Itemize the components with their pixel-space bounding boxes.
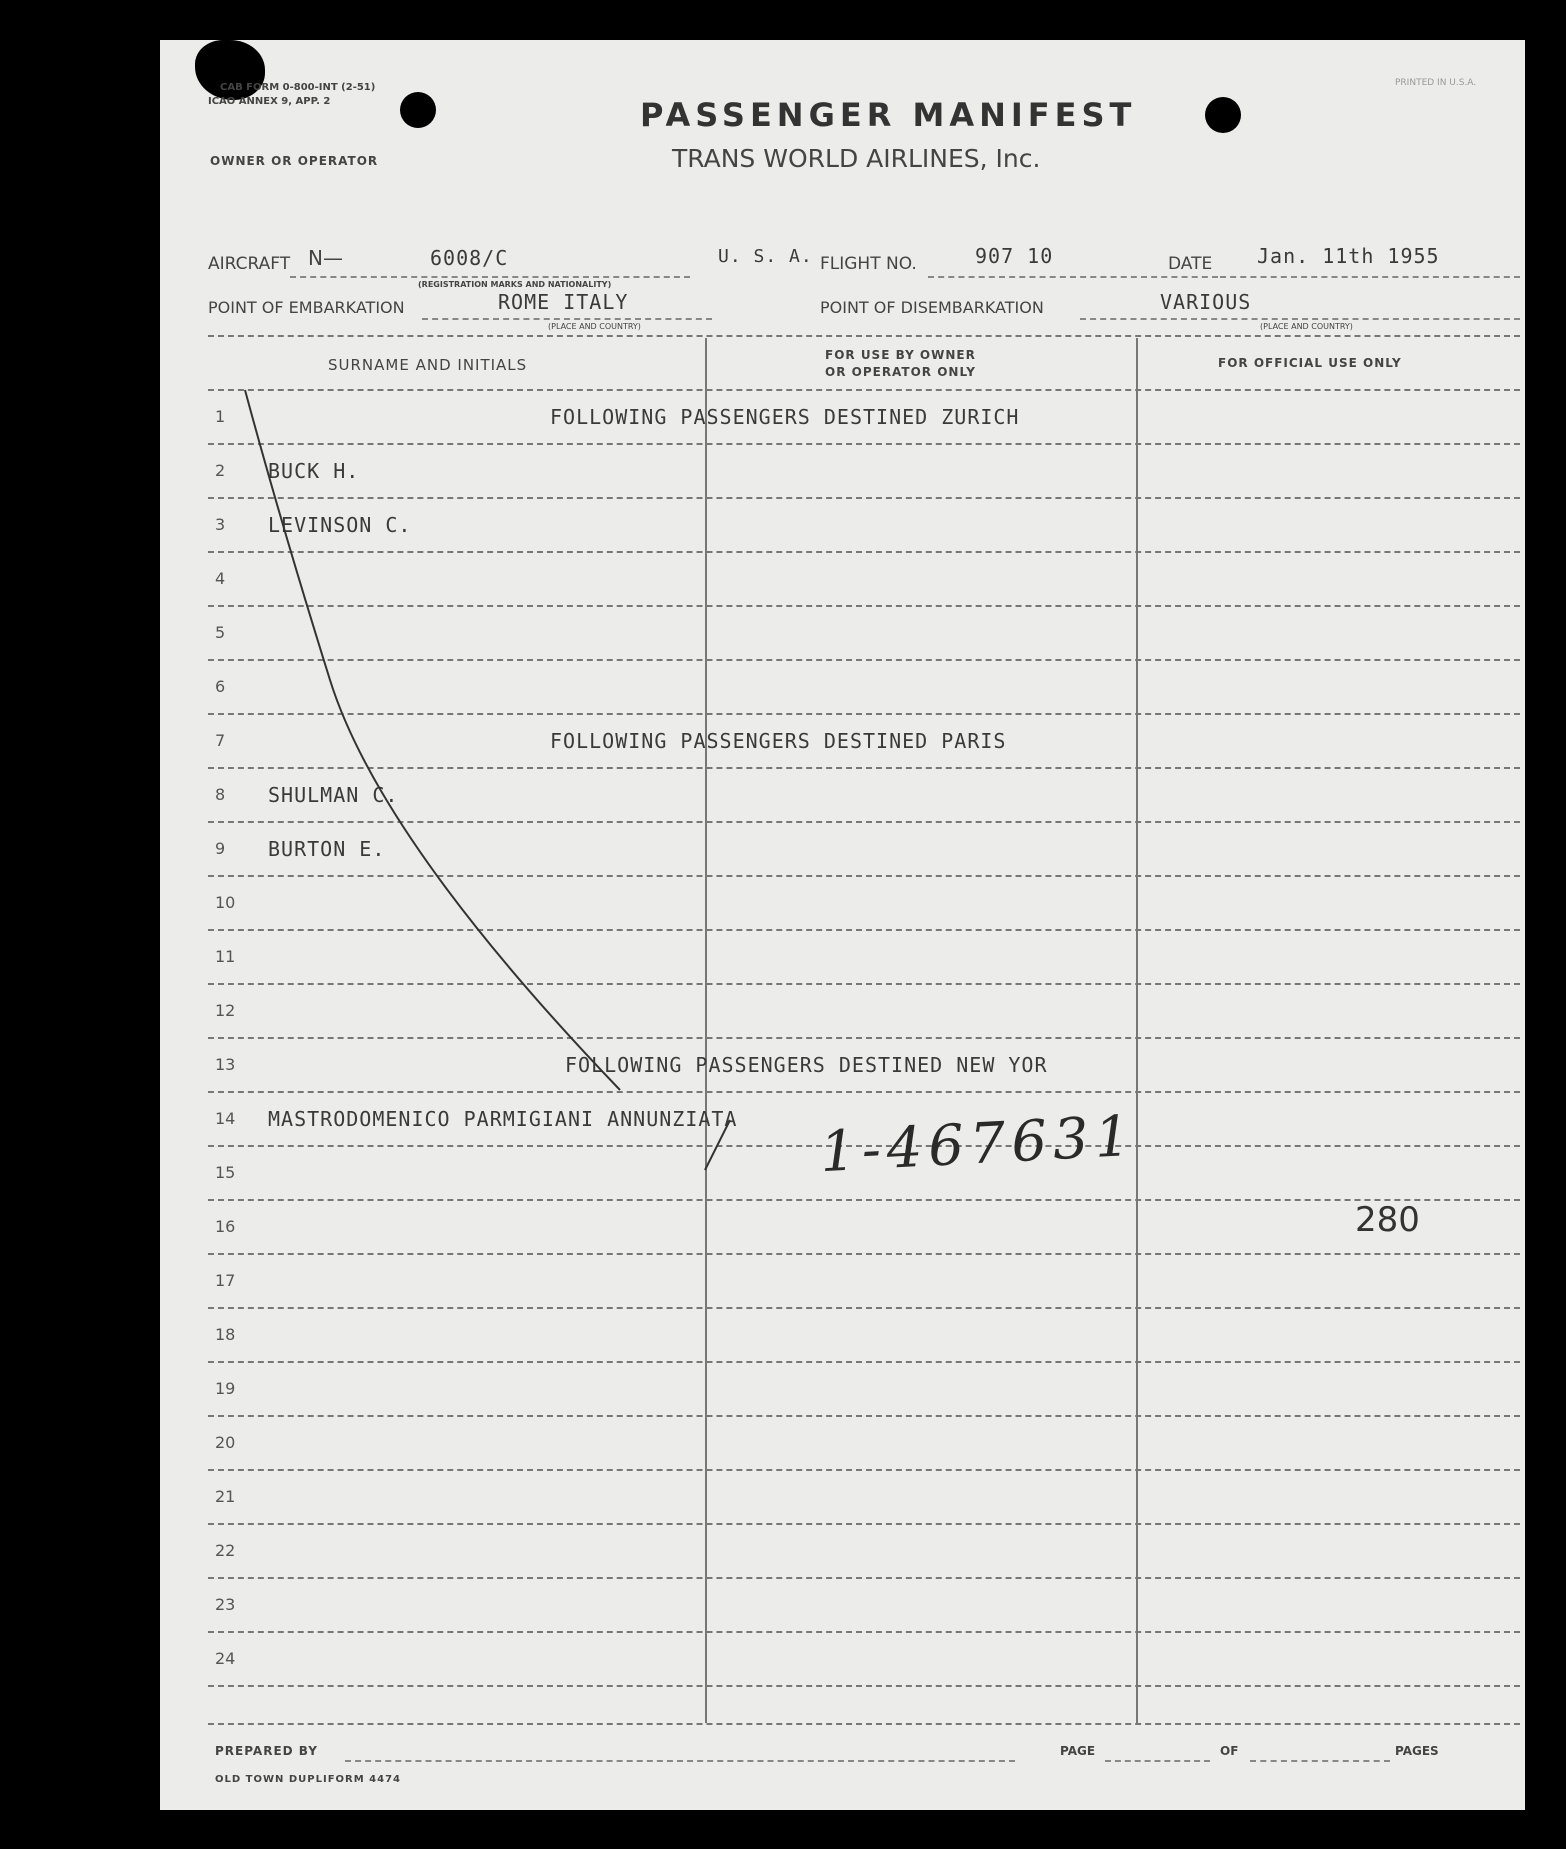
row-number: 9 <box>215 839 226 858</box>
destination-heading: FOLLOWING PASSENGERS DESTINED ZURICH <box>550 405 1020 429</box>
embarkation-value: ROME ITALY <box>498 290 629 314</box>
passenger-name: BUCK H. <box>268 459 360 483</box>
row-number: 11 <box>215 947 236 966</box>
prepared-by-underline <box>345 1760 1015 1762</box>
of-label: OF <box>1220 1744 1239 1758</box>
flight-value: 907 10 <box>975 244 1054 268</box>
row-number: 4 <box>215 569 226 588</box>
page-label: PAGE <box>1060 1744 1096 1758</box>
printed-note: PRINTED IN U.S.A. <box>1395 78 1477 88</box>
row-number: 22 <box>215 1541 236 1560</box>
embarkation-caption: (PLACE AND COUNTRY) <box>548 322 641 331</box>
row-number: 3 <box>215 515 226 534</box>
row-number: 19 <box>215 1379 236 1398</box>
flight-label: FLIGHT NO. <box>820 254 917 274</box>
page-underline <box>1105 1760 1210 1762</box>
of-underline <box>1250 1760 1390 1762</box>
disembarkation-value: VARIOUS <box>1160 290 1252 314</box>
passenger-name: BURTON E. <box>268 837 386 861</box>
column-header-surname: SURNAME AND INITIALS <box>328 356 528 374</box>
handwritten-strike-line <box>160 40 1525 1810</box>
aircraft-prefix: N— <box>308 246 343 270</box>
row-number: 5 <box>215 623 226 642</box>
form-code: CAB FORM 0-800-INT (2-51) <box>220 82 376 93</box>
row-number: 17 <box>215 1271 236 1290</box>
date-label: DATE <box>1168 254 1213 274</box>
row-number: 10 <box>215 893 236 912</box>
passenger-name: MASTRODOMENICO PARMIGIANI ANNUNZIATA <box>268 1107 738 1131</box>
airline-name: TRANS WORLD AIRLINES, Inc. <box>672 144 1041 173</box>
row-number: 2 <box>215 461 226 480</box>
row-number: 14 <box>215 1109 236 1128</box>
destination-heading: FOLLOWING PASSENGERS DESTINED PARIS <box>550 729 1007 753</box>
embarkation-label: POINT OF EMBARKATION <box>208 298 405 317</box>
disembarkation-label: POINT OF DISEMBARKATION <box>820 298 1044 317</box>
column-header-official: FOR OFFICIAL USE ONLY <box>1218 356 1402 370</box>
row-number: 15 <box>215 1163 236 1182</box>
pages-label: PAGES <box>1395 1744 1439 1758</box>
row-number: 23 <box>215 1595 236 1614</box>
passenger-name: LEVINSON C. <box>268 513 412 537</box>
passenger-name: SHULMAN C. <box>268 783 399 807</box>
column-header-owner-line2: OR OPERATOR ONLY <box>825 365 976 379</box>
aircraft-value: 6008/C <box>430 246 509 270</box>
row-number: 8 <box>215 785 226 804</box>
row-number: 16 <box>215 1217 236 1236</box>
aircraft-country: U. S. A. <box>718 246 813 267</box>
column-header-owner-line1: FOR USE BY OWNER <box>825 348 976 362</box>
destination-heading: FOLLOWING PASSENGERS DESTINED NEW YOR <box>565 1053 1048 1077</box>
row-number: 18 <box>215 1325 236 1344</box>
row-number: 20 <box>215 1433 236 1452</box>
row-number: 6 <box>215 677 226 696</box>
icao-reference: ICAO ANNEX 9, APP. 2 <box>208 96 331 107</box>
manifest-page <box>160 40 1525 1810</box>
registration-caption: (REGISTRATION MARKS AND NATIONALITY) <box>418 280 612 289</box>
row-number: 24 <box>215 1649 236 1668</box>
row-number: 1 <box>215 407 226 426</box>
prepared-by-label: PREPARED BY <box>215 1744 318 1758</box>
printer-imprint: OLD TOWN DUPLIFORM 4474 <box>215 1774 401 1785</box>
row-number: 13 <box>215 1055 236 1074</box>
date-value: Jan. 11th 1955 <box>1257 244 1440 268</box>
row-number: 7 <box>215 731 226 750</box>
page-title: PASSENGER MANIFEST <box>640 96 1137 134</box>
handwritten-official-number: 280 <box>1355 1200 1420 1240</box>
aircraft-label: AIRCRAFT <box>208 254 291 274</box>
disembarkation-caption: (PLACE AND COUNTRY) <box>1260 322 1353 331</box>
row-number: 21 <box>215 1487 236 1506</box>
handwritten-ticket-number: 1-467631 <box>818 1103 1138 1186</box>
row-number: 12 <box>215 1001 236 1020</box>
owner-label: OWNER OR OPERATOR <box>210 154 379 168</box>
